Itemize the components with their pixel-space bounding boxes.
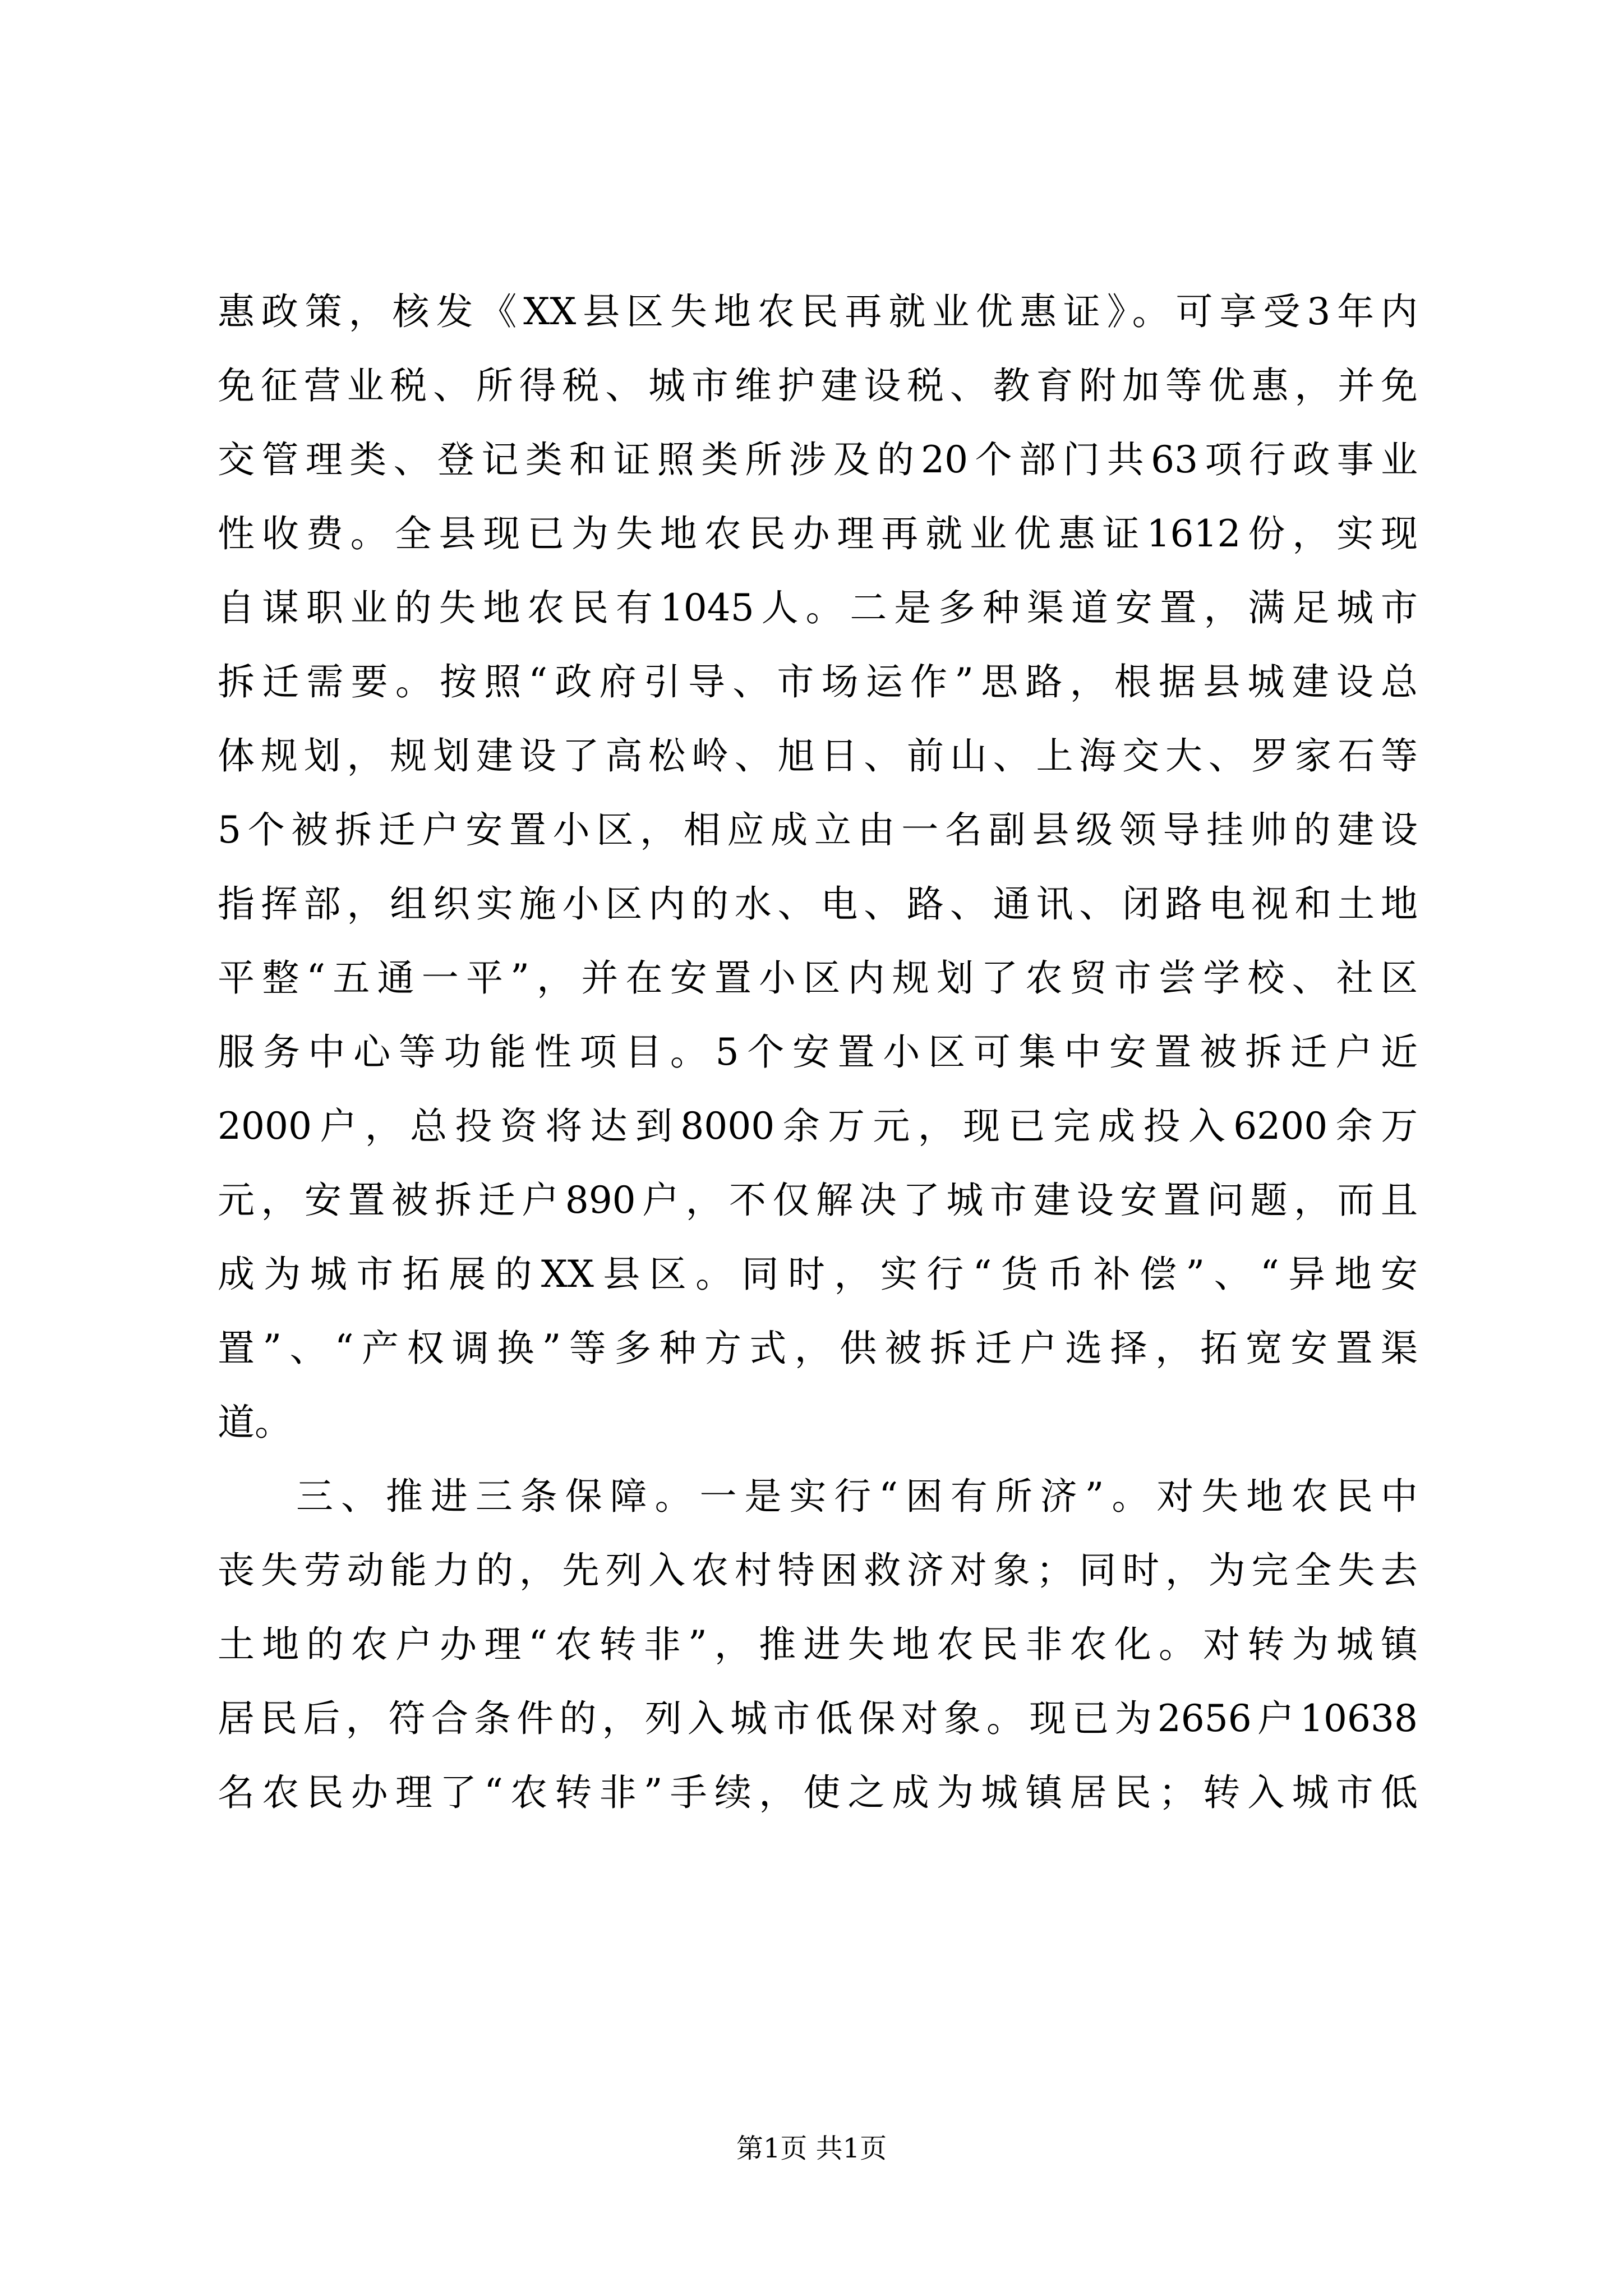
text-line: 体规划，规划建设了高松岭、旭日、前山、上海交大、罗家石等 (218, 734, 1418, 777)
page-footer: 第1页 共1页 (736, 2133, 887, 2164)
text-line: 道。 (218, 1401, 292, 1444)
text-line: 自谋职业的失地农民有1045人。二是多种渠道安置，满足城市 (218, 586, 1418, 629)
text-line: 服务中心等功能性项目。5个安置小区可集中安置被拆迁户近 (218, 1030, 1418, 1074)
body-text (218, 275, 1418, 1830)
text-line: 拆迁需要。按照“政府引导、市场运作”思路，根据县城建设总 (218, 660, 1418, 703)
paragraph-start-line: 三、推进三条保障。一是实行“困有所济”。对失地农民中 (296, 1475, 1418, 1518)
text-line: 5个被拆迁户安置小区，相应成立由一名副县级领导挂帅的建设 (218, 808, 1418, 852)
text-line: 成为城市拓展的XX县区。同时，实行“货币补偿”、“异地安 (218, 1253, 1418, 1296)
text-line: 置”、“产权调换”等多种方式，供被拆迁户选择，拓宽安置渠 (218, 1327, 1418, 1370)
text-line: 名农民办理了“农转非”手续，使之成为城镇居民；转入城市低 (218, 1771, 1418, 1814)
text-line: 丧失劳动能力的，先列入农村特困救济对象；同时，为完全失去 (218, 1549, 1418, 1592)
text-line: 惠政策，核发《XX县区失地农民再就业优惠证》。可享受3年内 (218, 290, 1418, 333)
text-line: 性收费。全县现已为失地农民办理再就业优惠证1612份，实现 (218, 512, 1418, 555)
text-line: 平整“五通一平”，并在安置小区内规划了农贸市尝学校、社区 (218, 956, 1418, 1000)
text-line: 元，安置被拆迁户890户，不仅解决了城市建设安置问题，而且 (218, 1179, 1418, 1222)
text-line: 指挥部，组织实施小区内的水、电、路、通讯、闭路电视和土地 (218, 882, 1418, 926)
text-line: 居民后，符合条件的，列入城市低保对象。现已为2656户10638 (218, 1697, 1418, 1740)
text-line: 免征营业税、所得税、城市维护建设税、教育附加等优惠，并免 (218, 364, 1418, 407)
text-line: 土地的农户办理“农转非”，推进失地农民非农化。对转为城镇 (218, 1623, 1418, 1666)
text-line: 2000户，总投资将达到8000余万元，现已完成投入6200余万 (218, 1105, 1418, 1148)
text-line: 交管理类、登记类和证照类所涉及的20个部门共63项行政事业 (218, 438, 1418, 481)
